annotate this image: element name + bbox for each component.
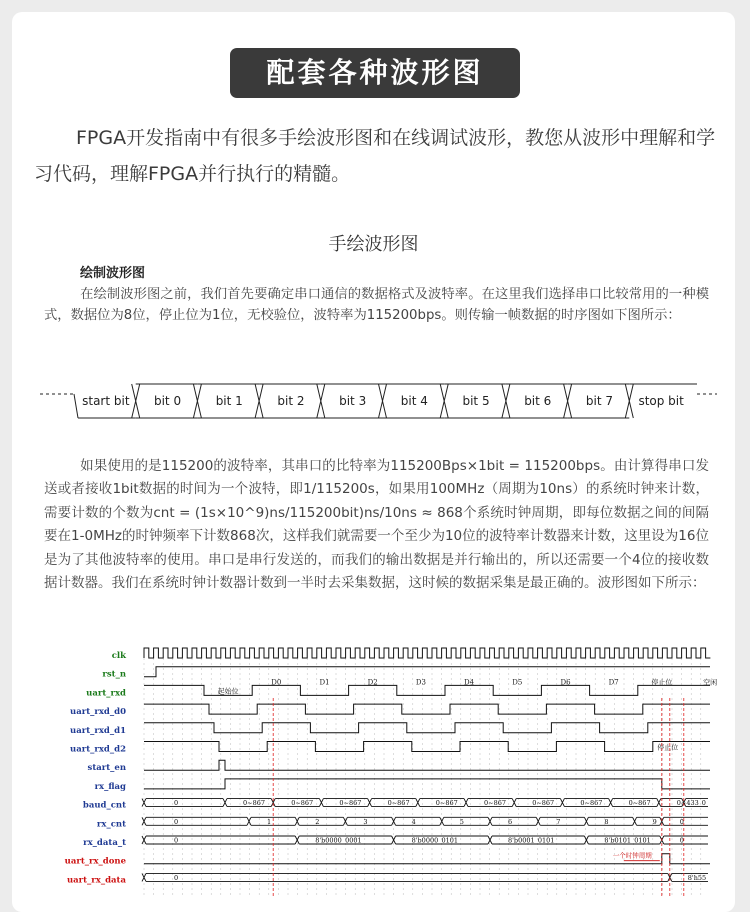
frame-transition <box>132 384 140 418</box>
uart-rxd-label: D6 <box>560 678 571 687</box>
waveform-diagram <box>34 638 734 898</box>
bus-value: 0~433 <box>676 799 699 808</box>
bus-value: 0~867 <box>628 799 651 808</box>
bus-transition <box>584 836 588 844</box>
bus-value: 0~867 <box>484 799 506 808</box>
uart-rxd-label: 起始位 <box>217 687 239 696</box>
bus-value: 0 <box>174 836 179 845</box>
bus-segment <box>396 817 440 825</box>
start-edge <box>74 394 78 418</box>
bus-value: 2 <box>315 817 320 826</box>
uart-rxd-label: 停止位 <box>651 678 673 687</box>
paragraph-1 <box>44 284 709 326</box>
bus-transition <box>319 799 323 807</box>
frame-transition <box>255 384 263 418</box>
bus-segment <box>540 817 584 825</box>
frame-transition <box>502 384 510 418</box>
uart-rxd-label: 空闲 <box>703 678 718 687</box>
bus-segment <box>299 817 343 825</box>
signal-name: uart_rxd_d2 <box>70 744 126 755</box>
paragraph-2-text: 如果使用的是115200的波特率，其串口的比特率为115200Bps×1bit = 115200bps。由计算得串口发送或者接收1bit数据的时间为一个波特，即1/115200s，如果用100MHz（周期为10ns）的系统时钟来计数，需要计数的个数为cnt = (1s×10^9)ns/115200bit)ns/10ns ≈ 868个系统时钟周期，即每位数据之间的间隔要在1-0MHz的时钟频率下计数868次，这样我们就需要一个至少为10位的波特率计数器来计数，这里设为16位是为了其他波特率的使用。串口是串行发送的，而我们的输出数据是并行输出的，所以还需要一个4位的接收数据计数器。我们在系统时钟计数器计数到一半时去采集数据，这时候的数据采集是最正确的。波形图如下所示： <box>44 458 709 592</box>
bus-segment <box>444 817 488 825</box>
signal-name: uart_rx_done <box>64 856 126 867</box>
bus-segment <box>146 873 668 881</box>
bus-value: 0~867 <box>339 799 362 808</box>
bus-value: 1 <box>267 817 272 826</box>
frame-bit-label: bit 1 <box>215 394 243 408</box>
signal-name: uart_rx_data <box>66 875 126 886</box>
signal-name: rx_data_t <box>83 838 126 848</box>
uart-rxd-label: D5 <box>512 678 523 687</box>
signal-name: uart_rxd <box>86 688 126 699</box>
bus-transition <box>488 836 492 844</box>
paragraph-2 <box>44 455 709 595</box>
frame-transition <box>625 384 633 418</box>
bus-value: 8'h55 <box>687 873 707 882</box>
bus-value: 7 <box>556 817 561 826</box>
signal-trace <box>144 779 710 789</box>
bus-segment <box>664 836 708 844</box>
uart-rxd-label: D2 <box>367 678 378 687</box>
bus-transition <box>560 799 564 807</box>
signal-name: uart_rxd_d0 <box>70 707 126 718</box>
intro-paragraph <box>34 120 724 192</box>
bus-transition <box>295 836 299 844</box>
bus-value: 4 <box>411 817 416 826</box>
uart-rxd-label: D4 <box>464 678 475 687</box>
bus-value: 0~867 <box>291 799 314 808</box>
bus-segment <box>347 817 391 825</box>
bus-transition <box>609 799 613 807</box>
bus-value: 0~867 <box>243 799 265 808</box>
bus-value: 0 <box>174 817 179 826</box>
bus-value: 8'b0000_0101 <box>411 836 459 845</box>
bus-transition <box>584 817 588 825</box>
frame-transition <box>317 384 325 418</box>
frame-transition <box>193 384 201 418</box>
bus-transition <box>142 836 146 844</box>
frame-bit-label: bit 7 <box>585 394 614 408</box>
bus-value: 0~867 <box>532 799 555 808</box>
uart-rxd-label: D0 <box>271 678 282 687</box>
bus-value: 0 <box>679 836 684 845</box>
page-banner: 配套各种波形图 <box>230 48 520 98</box>
paragraph-1-text: 在绘制波形图之前，我们首先要确定串口通信的数据格式及波特率。在这里我们选择串口比较常用的一种模式，数据位为8位，停止位为1位，无校验位，波特率为115200bps。则传输一帧数据的时序图如下图所示： <box>44 287 709 323</box>
signal-name: rx_flag <box>94 781 126 792</box>
signal-trace <box>144 704 710 714</box>
bus-segment <box>492 817 536 825</box>
bus-value: 8'b0001_0101 <box>508 836 555 845</box>
bus-transition <box>295 817 299 825</box>
bus-transition <box>368 799 372 807</box>
content-card <box>12 12 735 912</box>
signal-trace <box>144 667 710 677</box>
signal-name: clk <box>111 651 126 661</box>
signal-name: start_en <box>87 763 126 774</box>
signal-name: uart_rxd_d1 <box>70 725 126 736</box>
frame-bit-label: bit 0 <box>153 394 182 408</box>
uart-frame-diagram <box>12 374 735 424</box>
signal-trace <box>144 760 710 770</box>
bus-value: 9 <box>652 817 657 826</box>
section-title: 手绘波形图 <box>328 234 419 255</box>
bus-value: 0 <box>679 817 684 826</box>
subsection-title: 绘制波形图 <box>80 266 146 281</box>
uart-rxd-label: D3 <box>415 678 426 687</box>
bus-value: 6 <box>508 817 513 826</box>
signal-name: rx_cnt <box>96 819 126 830</box>
bus-transition <box>392 836 396 844</box>
signal-trace <box>144 742 710 752</box>
uart-rxd-label: D1 <box>319 678 330 687</box>
bus-transition <box>416 799 420 807</box>
bus-transition <box>464 799 468 807</box>
bus-transition <box>536 817 540 825</box>
bus-value: 8'b0101_0101 <box>604 836 651 845</box>
signal-trace <box>144 723 710 733</box>
frame-transition <box>440 384 448 418</box>
bus-transition <box>633 817 637 825</box>
bus-value: 0~867 <box>580 799 603 808</box>
bus-value: 0 <box>174 799 179 808</box>
uart-rxd-label: D7 <box>608 678 619 687</box>
bus-transition <box>247 817 251 825</box>
frame-bit-label: bit 3 <box>339 394 367 408</box>
frame-transition <box>379 384 387 418</box>
bus-value: 8'b0000_0001 <box>315 836 362 845</box>
bus-value: 0~867 <box>387 799 410 808</box>
frame-transition <box>564 384 572 418</box>
signal-name: rst_n <box>102 669 126 680</box>
frame-bit-label: start bit <box>82 394 130 408</box>
bus-transition <box>512 799 516 807</box>
bus-value: 8 <box>604 817 609 826</box>
bus-value: 0 <box>701 799 706 808</box>
frame-bit-label: bit 2 <box>277 394 305 408</box>
bus-value: 5 <box>459 817 464 826</box>
stop-annotation: 停止位 <box>657 743 679 752</box>
frame-bit-label: bit 6 <box>524 394 552 408</box>
bus-transition <box>657 799 661 807</box>
frame-bit-label: bit 5 <box>462 394 490 408</box>
bus-segment <box>664 817 708 825</box>
signal-name: baud_cnt <box>82 800 126 811</box>
frame-bit-label: stop bit <box>638 394 684 408</box>
bus-transition <box>223 799 227 807</box>
bus-value: 0 <box>174 873 179 882</box>
bus-transition <box>488 817 492 825</box>
bus-value: 0~867 <box>435 799 458 808</box>
bus-value: 3 <box>363 817 368 826</box>
clock-period-annotation: 一个时钟周期 <box>612 851 652 860</box>
frame-bit-label: bit 4 <box>400 394 428 408</box>
bus-segment <box>146 817 247 825</box>
intro-text: FPGA开发指南中有很多手绘波形图和在线调试波形，教您从波形中理解和学习代码，理解FPGA并行执行的精髓。 <box>34 127 716 185</box>
signal-trace <box>144 648 710 658</box>
